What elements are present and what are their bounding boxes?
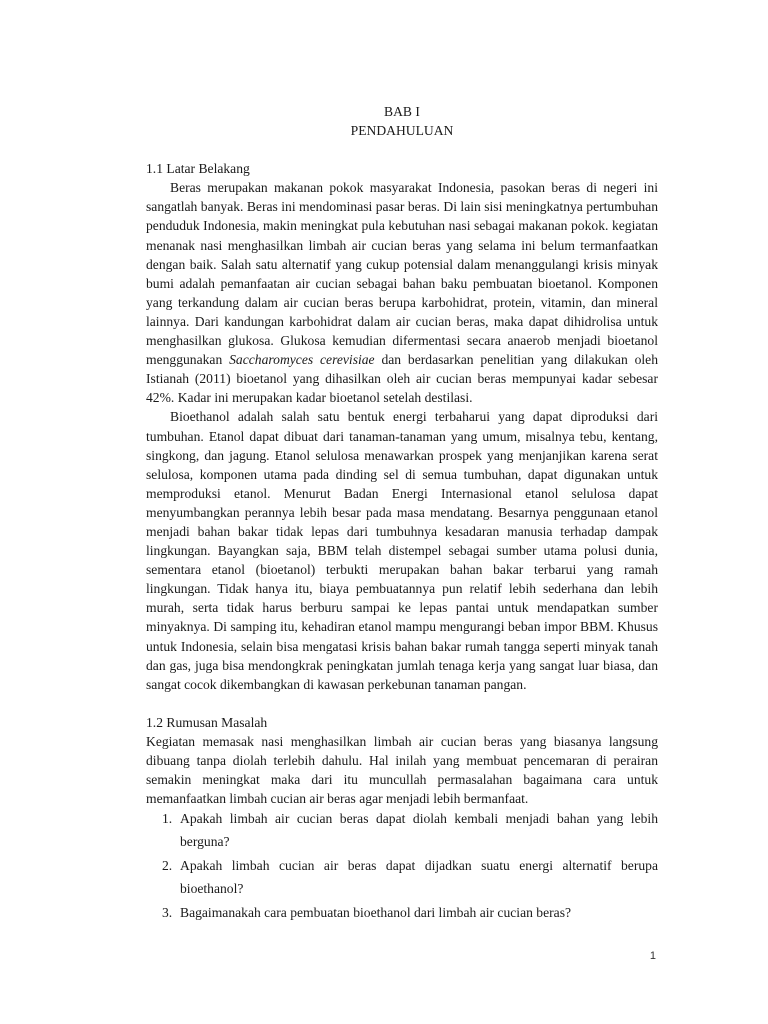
spacer <box>146 694 658 713</box>
list-number: 1. <box>162 811 173 827</box>
paragraph-text: Beras merupakan makanan pokok masyarakat Indonesia, pasokan beras di negeri ini sangatlah banyak. Beras ini mendominasi pasar beras. Di lain sisi meningkatnya pertumbuhan penduduk Indonesia, makin meningkat pula kebutuhan nasi sebagai makanan pokok. kegiatan menanak nasi menghasilkan limbah air cucian beras yang selama ini belum termanfaatkan dengan baik. Salah satu alternatif yang cukup potensial dalam menanggulangi krisis minyak bumi adalah pemanfaatan air cucian sebagai bahan baku pembuatan bioetanol. Komponen yang terkandung dalam air cucian beras berupa karbohidrat, protein, vitamin, dan mineral lainnya. Dari kandungan karbohidrat dalam air cucian beras, maka dapat dihidrolisa untuk menghasilkan glukosa. Glukosa kemudian difermentasi secara anaerob menjadi bioetanol menggunakan <box>146 180 658 368</box>
list-item <box>162 808 658 853</box>
title-block <box>146 102 658 140</box>
list-number: 2. <box>162 858 173 874</box>
paragraph-rumusan-masalah: Kegiatan memasak nasi menghasilkan limbah air cucian beras yang biasanya langsung dibuang tanpa diolah terlebih dahulu. Hal inilah yang membuat pencemaran di perairan semakin meningkat maka dari itu muncullah permasalahan bagaimana cara untuk memanfaatkan limbah cucian air beras agar menjadi lebih bermanfaat. <box>146 733 658 807</box>
list-item <box>162 902 658 925</box>
paragraph-latar-belakang-1 <box>146 178 658 407</box>
problem-list <box>146 808 658 925</box>
list-text: Apakah limbah cucian air beras dapat dijadkan suatu energi alternatif berupa bioethanol? <box>180 858 658 896</box>
page-number: 1 <box>649 950 656 962</box>
chapter-label: BAB I <box>384 104 420 119</box>
list-text: Bagaimanakah cara pembuatan bioethanol dari limbah air cucian beras? <box>180 905 572 921</box>
species-name: Saccharomyces cerevisiae <box>229 352 375 368</box>
list-item <box>162 855 658 900</box>
list-number: 3. <box>162 905 173 921</box>
document-page <box>146 102 658 927</box>
list-text: Apakah limbah air cucian beras dapat diolah kembali menjadi bahan yang lebih berguna? <box>180 811 658 849</box>
paragraph-latar-belakang-2: Bioethanol adalah salah satu bentuk energi terbaharui yang dapat diproduksi dari tumbuhan. Etanol dapat dibuat dari tanaman-tanaman yang umum, misalnya tebu, kentang, singkong, dan jagung. Etanol selulosa menawarkan prospek yang menjanjikan karena serat selulosa, komponen utama pada dinding sel di semua tumbuhan, dapat digunakan untuk memproduksi etanol. Menurut Badan Energi Internasional etanol selulosa dapat menyumbangkan perannya lebih besar pada masa mendatang. Besarnya penggunaan etanol menjadi bahan bakar tidak lepas dari tumbuhnya kesadaran manusia terhadap dampak lingkungan. Bayangkan saja, BBM telah distempel sebagai sumber utama polusi dunia, sementara etanol (bioetanol) terbukti merupakan bahan bakar terbarui yang ramah lingkungan. Tidak hanya itu, biaya pembuatannya pun relatif lebih sederhana dan lebih murah, serta tidak harus berburu sampai ke lepas pantai untuk mendapatkan sumber minyaknya. Di samping itu, kehadiran etanol mampu mengurangi beban impor BBM. Khusus untuk Indonesia, selain bisa mengatasi krisis bahan bakar rumah tangga seperti minyak tanah dan gas, juga bisa mendongkrak peningkatan jumlah tenaga kerja yang sangat luar biasa, dan sangat cocok dikembangkan di kawasan perkebunan tanaman pangan. <box>146 409 658 692</box>
paragraph-text: dan berdasarkan penelitian yang dilakukan oleh Istianah (2011) bioetanol yang dihasilkan oleh air cucian beras mempunyai kadar sebesar 42%. Kadar ini merupakan kadar bioetanol setelah destilasi. <box>146 352 658 406</box>
chapter-title: PENDAHULUAN <box>350 123 454 139</box>
section-heading-latar-belakang: 1.1 Latar Belakang <box>146 161 250 177</box>
section-heading-rumusan-masalah: 1.2 Rumusan Masalah <box>146 714 268 730</box>
